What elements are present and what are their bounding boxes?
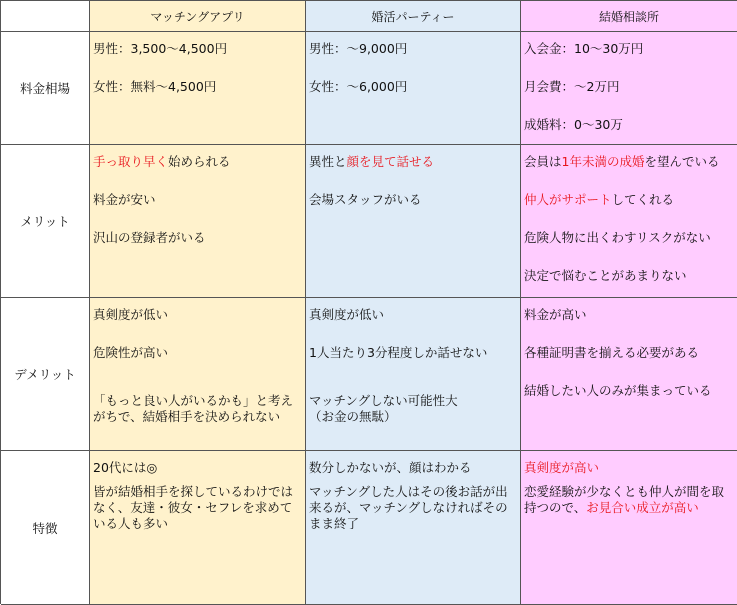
text-line: 男性：〜9,000円 [309,41,408,56]
text-line: 決定で悩むことがあまりない [524,268,687,283]
text-line: 月会費：〜2万円 [524,79,620,94]
text-line: 料金が高い [524,307,587,322]
cell-fee-agency [521,32,737,145]
text-span: 会員は [524,154,562,169]
cell-feature-agency [521,451,737,605]
row-label-merit: メリット [1,145,90,298]
cell-merit-agency [521,145,737,298]
text-line: 真剣度が低い [93,307,169,322]
text-line: 1人当たり3分程度しか話せない [309,345,488,360]
text-line: 皆が結婚相手を探しているわけではなく、友達・彼女・セフレを求めている人も多い [93,484,294,531]
text-span: 始められる [168,154,231,169]
cell-feature-party [306,451,521,605]
text-line: 各種証明書を揃える必要がある [524,345,700,360]
text-line: 会場スタッフがいる [309,192,422,207]
row-label-demerit: デメリット [1,298,90,451]
text-line: 20代には◎ [93,460,158,475]
cell-demerit-app [90,298,306,451]
row-label-fee: 料金相場 [1,32,90,145]
text-line: マッチングしない可能性大 [309,393,458,408]
text-line: マッチングした人はその後お話が出来るが、マッチングしなければそのまま終了 [309,484,508,531]
cell-demerit-party [306,298,521,451]
text-line: 真剣度が低い [309,307,385,322]
highlight-text: 1年未満の成婚 [561,154,645,169]
cell-fee-app [90,32,306,145]
highlight-text: 真剣度が高い [524,460,600,475]
text-span: してくれる [611,192,675,207]
cell-feature-app [90,451,306,605]
header-matching-app: マッチングアプリ [90,1,306,32]
text-line: 沢山の登録者がいる [93,230,206,245]
row-label-feature: 特徴 [1,451,90,605]
highlight-text: 手っ取り早く [93,154,169,169]
text-line: 女性：〜6,000円 [309,79,408,94]
cell-merit-party [306,145,521,298]
text-line: 男性：3,500〜4,500円 [93,41,228,56]
text-line: 入会金：10〜30万円 [524,41,644,56]
text-line: 「もっと良い人がいるかも」と考えがちで、結婚相手を決められない [93,393,294,424]
text-span: を望んでいる [644,154,720,169]
text-line: 女性：無料〜4,500円 [93,79,217,94]
text-span: 異性と [309,154,347,169]
text-line [309,154,516,170]
text-line: 料金が安い [93,192,156,207]
text-line: 数分しかないが、顔はわかる [309,460,472,475]
highlight-text: 顔を見て話せる [346,154,435,169]
highlight-text: お見合い成立が高い [586,500,699,515]
cell-merit-app [90,145,306,298]
text-line [93,154,301,170]
text-line [524,192,733,208]
text-line: 危険人物に出くわすリスクがない [524,230,711,245]
text-line: 成婚料：0〜30万 [524,117,623,132]
text-line: （お金の無駄） [309,409,397,424]
cell-fee-party [306,32,521,145]
header-konkatsu-party: 婚活パーティー [306,1,521,32]
header-marriage-agency: 結婚相談所 [521,1,737,32]
text-line [524,154,733,170]
text-line: 結婚したい人のみが集まっている [524,383,712,398]
highlight-text: 仲人がサポート [524,192,612,207]
corner-cell [1,1,90,32]
text-span: 恋愛経験が少なくとも仲人が間を取持つので、 [524,484,725,515]
cell-demerit-agency [521,298,737,451]
text-line [524,484,733,516]
text-line: 危険性が高い [93,345,169,360]
